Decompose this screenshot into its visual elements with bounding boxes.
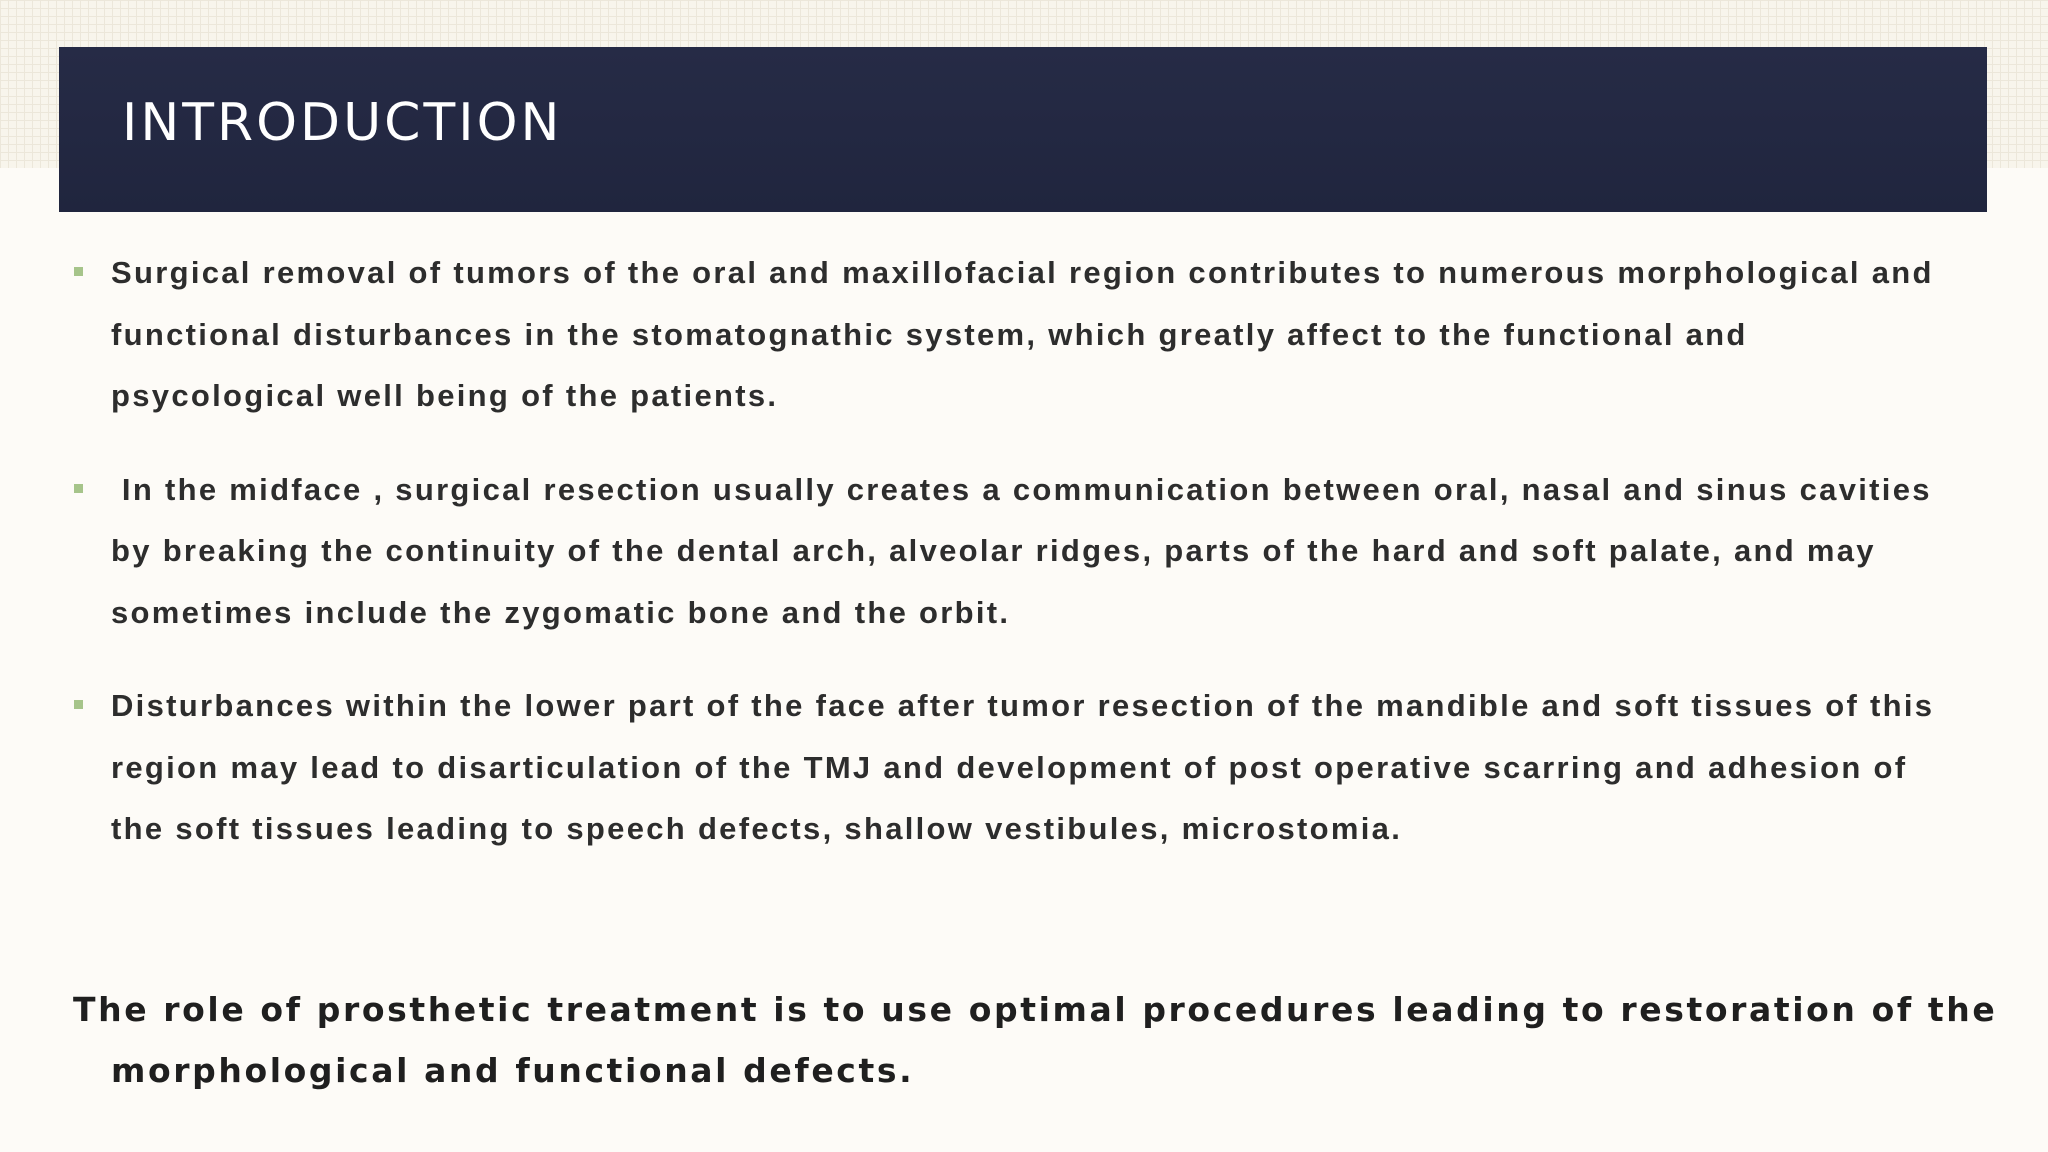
square-bullet-icon [74,700,83,709]
slide-title: INTRODUCTION [122,93,563,153]
square-bullet-icon [74,484,83,493]
bullet-item [74,242,1954,427]
square-bullet-icon [74,267,83,276]
title-bar [59,47,1987,212]
bullet-item [74,675,1954,860]
bullet-text: Surgical removal of tumors of the oral and maxillofacial region contributes to numerous morphological and functional disturbances in the stomatognathic system, which greatly affect to the functional and psycological well being of the patients. [111,255,1934,413]
bullet-list [74,242,1954,892]
bullet-text: In the midface , surgical resection usually creates a communication between oral, nasal and sinus cavities by breaking the continuity of the dental arch, alveolar ridges, parts of the hard and soft palate, and may sometimes include the zygomatic bone and the orbit. [111,471,1943,630]
conclusion-statement: The role of prosthetic treatment is to use optimal procedures leading to restoration of the morphological and functional defects. [73,990,1998,1090]
bullet-text: Disturbances within the lower part of the face after tumor resection of the mandible and soft tissues of this region may lead to disarticulation of the TMJ and development of post operative scarring and adhesion of the soft tissues leading to speech defects, shallow vestibules, microstomia. [111,688,1935,846]
bullet-item [74,459,1954,644]
